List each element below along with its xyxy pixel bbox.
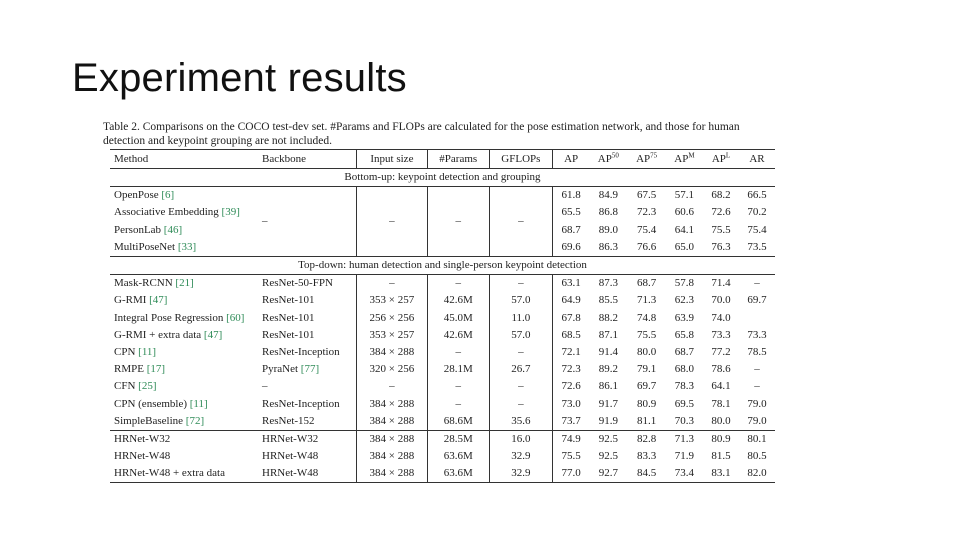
- metric-ap: 61.8: [553, 187, 590, 205]
- metric-apl: 68.2: [703, 187, 739, 205]
- reference-link[interactable]: [11]: [189, 397, 208, 410]
- metric-ap50: 91.7: [598, 397, 618, 410]
- backbone-name: HRNet-W48: [262, 450, 319, 463]
- backbone-cell: [258, 292, 357, 309]
- metric-apm: 57.1: [666, 187, 703, 205]
- section-title: Top-down: human detection and single-person keypoint detection: [110, 256, 775, 274]
- method-name: OpenPose: [114, 189, 159, 202]
- backbone-name: ResNet-Inception: [262, 345, 340, 358]
- metric-apl: 77.2: [711, 345, 731, 358]
- metric-ar: 82.0: [739, 465, 775, 483]
- metric-ap75: 82.8: [627, 430, 665, 448]
- method-cell: [110, 310, 258, 327]
- metric-ap50: 86.1: [598, 380, 618, 393]
- reference-link[interactable]: [77]: [300, 363, 320, 376]
- method-cell: [110, 378, 258, 395]
- header-ap50: AP$^{50}$: [589, 150, 627, 169]
- table-row: [110, 327, 775, 344]
- header-ap75: AP$^{75}$: [627, 150, 665, 169]
- method-name: PersonLab: [114, 223, 162, 236]
- metric-apm: 65.8: [674, 328, 695, 341]
- metric-ar: 70.2: [747, 206, 767, 219]
- metric-apl: 78.1: [711, 397, 731, 410]
- metric-apm: 60.6: [674, 206, 695, 219]
- header-apm: $AP^M$: [666, 150, 703, 169]
- input-size-cell: 256 × 256: [357, 310, 428, 327]
- params-cell: –: [427, 395, 489, 412]
- method-name: CPN: [114, 345, 136, 358]
- table-row: [110, 430, 775, 448]
- method-name: MultiPoseNet: [114, 240, 176, 253]
- metric-ap: 64.9: [561, 294, 581, 307]
- gflops-cell: –: [489, 395, 552, 412]
- metric-apm: 68.0: [674, 363, 695, 376]
- input-size-cell: –: [357, 378, 428, 395]
- header-gflops: GFLOPs: [489, 150, 552, 169]
- metric-ar: 73.3: [747, 328, 767, 341]
- method-cell: [110, 344, 258, 361]
- results-table: [110, 149, 775, 483]
- metric-ap75: 80.9: [637, 397, 657, 410]
- backbone-name: ResNet-101: [262, 294, 315, 307]
- gflops-cell: 16.0: [489, 430, 552, 448]
- metric-ar: [739, 310, 775, 327]
- metric-ar: 78.5: [747, 345, 767, 358]
- header-apl: $AP^L$: [703, 150, 739, 169]
- method-cell: [110, 239, 258, 257]
- method-cell: [110, 187, 258, 205]
- metric-ar: 73.5: [747, 240, 767, 253]
- params-cell: –: [427, 275, 489, 293]
- metric-ap: 68.7: [561, 223, 581, 236]
- input-size-cell: 384 × 288: [357, 465, 428, 483]
- metric-apl: 83.1: [703, 465, 739, 483]
- input-size-cell: 384 × 288: [357, 430, 428, 448]
- metric-ar: 79.0: [747, 414, 767, 427]
- metric-ap75: 81.1: [637, 414, 657, 427]
- table-row: [110, 344, 775, 361]
- reference-link[interactable]: [46]: [163, 223, 183, 236]
- metric-ap: 74.9: [553, 430, 590, 448]
- metric-ap50: 87.1: [598, 328, 618, 341]
- metric-ap50: 87.3: [598, 277, 618, 290]
- method-name: G-RMI: [114, 294, 147, 307]
- method-name: RMPE: [114, 363, 144, 376]
- metric-apm: 64.1: [674, 223, 695, 236]
- metric-apl: 78.6: [711, 363, 731, 376]
- method-cell: [110, 430, 258, 448]
- method-cell: [110, 275, 258, 293]
- reference-link[interactable]: [21]: [175, 277, 194, 290]
- metric-ap: 72.6: [561, 380, 581, 393]
- input-size-cell: –: [357, 275, 428, 293]
- metric-apl: 76.3: [711, 240, 731, 253]
- backbone-name: ResNet-152: [262, 414, 315, 427]
- caption-line-1: Table 2. Comparisons on the COCO test-dev set. #Params and FLOPs are calculated for the pose estimation network, and those for human: [103, 121, 740, 133]
- gflops-cell: 35.6: [489, 413, 552, 431]
- metric-ap50: 92.7: [589, 465, 627, 483]
- params-cell: 68.6M: [427, 413, 489, 431]
- metric-ap50: 92.5: [598, 450, 618, 463]
- reference-link[interactable]: [39]: [221, 206, 240, 219]
- metric-ap: 72.1: [561, 345, 581, 358]
- metric-ap50: 86.3: [598, 240, 618, 253]
- caption-line-2: detection and keypoint grouping are not included.: [103, 135, 332, 147]
- table-header-row: [110, 150, 775, 169]
- params-cell: 42.6M: [427, 292, 489, 309]
- metric-apl: 71.4: [711, 277, 731, 290]
- metric-apl: 73.3: [711, 328, 731, 341]
- gflops-cell: 11.0: [489, 310, 552, 327]
- reference-link[interactable]: [25]: [138, 380, 157, 393]
- header-ar: AR: [739, 150, 775, 169]
- input-size-cell: 353 × 257: [357, 292, 428, 309]
- metric-ap75: 83.3: [637, 450, 657, 463]
- metric-ap75: 69.7: [637, 380, 657, 393]
- table-row: [110, 413, 775, 431]
- backbone-name: ResNet-Inception: [262, 397, 340, 410]
- method-cell: [110, 204, 258, 221]
- metric-ap: 68.5: [561, 328, 581, 341]
- table-row: [110, 361, 775, 378]
- header-input-size: Input size: [357, 150, 428, 169]
- gflops-merged: –: [489, 187, 552, 257]
- metric-apm: 63.9: [674, 311, 695, 324]
- header-backbone: Backbone: [258, 150, 357, 169]
- metric-ar: –: [754, 277, 760, 290]
- metric-apl: 74.0: [711, 311, 731, 324]
- method-name: Integral Pose Regression: [114, 311, 224, 324]
- gflops-cell: 32.9: [489, 465, 552, 483]
- method-name: CPN (ensemble): [114, 397, 188, 410]
- method-name: G-RMI + extra data: [114, 328, 202, 341]
- metric-apm: 68.7: [674, 345, 695, 358]
- reference-link[interactable]: [11]: [138, 345, 157, 358]
- metric-apl: 75.5: [711, 223, 731, 236]
- backbone-cell: [258, 378, 357, 395]
- backbone-name: –: [262, 380, 268, 393]
- method-name: CFN: [114, 380, 136, 393]
- backbone-cell: [258, 430, 357, 448]
- metric-ap50: 89.2: [598, 363, 618, 376]
- table-row: [110, 448, 775, 465]
- gflops-cell: –: [489, 378, 552, 395]
- backbone-name: HRNet-W48: [262, 467, 319, 480]
- metric-ap: 77.0: [553, 465, 590, 483]
- metric-ap50: 92.5: [589, 430, 627, 448]
- backbone-cell: [258, 395, 357, 412]
- table-row: [110, 465, 775, 483]
- metric-ap50: 86.8: [598, 206, 618, 219]
- metric-ap50: 91.9: [598, 414, 618, 427]
- method-name: SimpleBaseline: [114, 414, 184, 427]
- metric-apm: 78.3: [674, 380, 695, 393]
- table-row: [110, 187, 775, 205]
- section-bottom-up: [110, 169, 775, 187]
- method-cell: [110, 292, 258, 309]
- method-name: HRNet-W48: [114, 450, 171, 463]
- backbone-cell: [258, 413, 357, 431]
- gflops-cell: 32.9: [489, 448, 552, 465]
- metric-ap50: 88.2: [598, 311, 618, 324]
- metric-ap: 73.7: [561, 414, 581, 427]
- metric-ap: 65.5: [561, 206, 581, 219]
- reference-link[interactable]: [60]: [226, 311, 245, 324]
- backbone-name: ResNet-101: [262, 311, 315, 324]
- gflops-cell: 26.7: [489, 361, 552, 378]
- metric-ar: –: [754, 380, 760, 393]
- method-name: Associative Embedding: [114, 206, 219, 219]
- metric-ap: 67.8: [561, 311, 581, 324]
- metric-ar: 69.7: [747, 294, 767, 307]
- metric-apm: 71.9: [674, 450, 695, 463]
- method-cell: [110, 361, 258, 378]
- backbone-cell: [258, 275, 357, 293]
- metric-ar: 75.4: [747, 223, 767, 236]
- metric-ap50: 84.9: [589, 187, 627, 205]
- backbone-name: PyraNet: [262, 363, 299, 376]
- reference-link[interactable]: [6]: [161, 189, 175, 202]
- header-params: #Params: [427, 150, 489, 169]
- metric-ap: 72.3: [561, 363, 581, 376]
- table-row: [110, 395, 775, 412]
- params-cell: 42.6M: [427, 327, 489, 344]
- metric-apm: 69.5: [674, 397, 695, 410]
- method-cell: [110, 222, 258, 239]
- table-caption: [103, 120, 803, 148]
- section-title: Bottom-up: keypoint detection and grouping: [110, 169, 775, 187]
- header-method: Method: [110, 150, 258, 169]
- input-size-cell: 384 × 288: [357, 344, 428, 361]
- gflops-cell: 57.0: [489, 327, 552, 344]
- reference-link[interactable]: [33]: [177, 240, 197, 253]
- metric-apm: 57.8: [674, 277, 695, 290]
- metric-ap: 69.6: [561, 240, 581, 253]
- metric-apm: 70.3: [674, 414, 695, 427]
- backbone-cell: [258, 465, 357, 483]
- method-cell: [110, 448, 258, 465]
- method-cell: [110, 465, 258, 483]
- metric-ap75: 67.5: [627, 187, 665, 205]
- backbone-cell: [258, 327, 357, 344]
- gflops-cell: –: [489, 344, 552, 361]
- gflops-cell: 57.0: [489, 292, 552, 309]
- metric-ap75: 71.3: [637, 294, 657, 307]
- input-size-cell: 384 × 288: [357, 413, 428, 431]
- metric-ap75: 79.1: [637, 363, 657, 376]
- metric-ap75: 76.6: [637, 240, 657, 253]
- table-row: [110, 310, 775, 327]
- metric-apm: 65.0: [674, 240, 695, 253]
- params-cell: 63.6M: [427, 465, 489, 483]
- table-row: [110, 292, 775, 309]
- backbone-cell: [258, 310, 357, 327]
- input-size-cell: 384 × 288: [357, 448, 428, 465]
- input-size-cell: 384 × 288: [357, 395, 428, 412]
- method-cell: [110, 395, 258, 412]
- metric-apl: 81.5: [711, 450, 731, 463]
- method-name: HRNet-W32: [114, 432, 171, 445]
- metric-apm: 62.3: [674, 294, 695, 307]
- method-cell: [110, 327, 258, 344]
- reference-link[interactable]: [17]: [146, 363, 166, 376]
- params-cell: 28.1M: [427, 361, 489, 378]
- metric-ap: 73.0: [561, 397, 581, 410]
- backbone-cell: [258, 448, 357, 465]
- metric-ap75: 68.7: [637, 277, 657, 290]
- metric-ap: 63.1: [561, 277, 581, 290]
- backbone-merged: –: [258, 187, 357, 257]
- backbone-name: ResNet-50-FPN: [262, 277, 333, 290]
- backbone-name: HRNet-W32: [262, 432, 319, 445]
- backbone-name: ResNet-101: [262, 328, 315, 341]
- metric-apl: 70.0: [711, 294, 731, 307]
- metric-ap75: 74.8: [637, 311, 657, 324]
- reference-link[interactable]: [47]: [203, 328, 223, 341]
- params-cell: 28.5M: [427, 430, 489, 448]
- backbone-cell: [258, 361, 357, 378]
- metric-apm: 73.4: [666, 465, 703, 483]
- input-size-merged: –: [357, 187, 428, 257]
- backbone-cell: [258, 344, 357, 361]
- metric-ap50: 91.4: [598, 345, 618, 358]
- metric-apl: 80.9: [703, 430, 739, 448]
- metric-ap75: 84.5: [627, 465, 665, 483]
- metric-apm: 71.3: [666, 430, 703, 448]
- metric-ap75: 75.5: [637, 328, 657, 341]
- method-name: Mask-RCNN: [114, 277, 173, 290]
- metric-ar: 80.5: [747, 450, 767, 463]
- reference-link[interactable]: [47]: [149, 294, 168, 307]
- params-cell: 45.0M: [427, 310, 489, 327]
- table-body: [110, 169, 775, 483]
- metric-ap75: 80.0: [637, 345, 657, 358]
- params-merged: –: [427, 187, 489, 257]
- params-cell: –: [427, 344, 489, 361]
- metric-ar: 80.1: [739, 430, 775, 448]
- metric-apl: 80.0: [711, 414, 731, 427]
- table-row: [110, 275, 775, 293]
- metric-ap50: 85.5: [598, 294, 618, 307]
- metric-ap75: 72.3: [637, 206, 657, 219]
- metric-ar: –: [754, 363, 760, 376]
- table-row: [110, 378, 775, 395]
- header-ap: AP: [553, 150, 590, 169]
- slide-title: Experiment results: [72, 56, 407, 100]
- metric-ap: 75.5: [561, 450, 581, 463]
- metric-ap50: 89.0: [598, 223, 618, 236]
- method-cell: [110, 413, 258, 431]
- metric-apl: 64.1: [711, 380, 731, 393]
- metric-ar: 79.0: [747, 397, 767, 410]
- reference-link[interactable]: [72]: [185, 414, 205, 427]
- gflops-cell: –: [489, 275, 552, 293]
- metric-ap75: 75.4: [637, 223, 657, 236]
- metric-apl: 72.6: [711, 206, 731, 219]
- params-cell: 63.6M: [427, 448, 489, 465]
- section-top-down: [110, 256, 775, 274]
- input-size-cell: 353 × 257: [357, 327, 428, 344]
- params-cell: –: [427, 378, 489, 395]
- input-size-cell: 320 × 256: [357, 361, 428, 378]
- metric-ar: 66.5: [739, 187, 775, 205]
- method-name: HRNet-W48 + extra data: [114, 467, 225, 480]
